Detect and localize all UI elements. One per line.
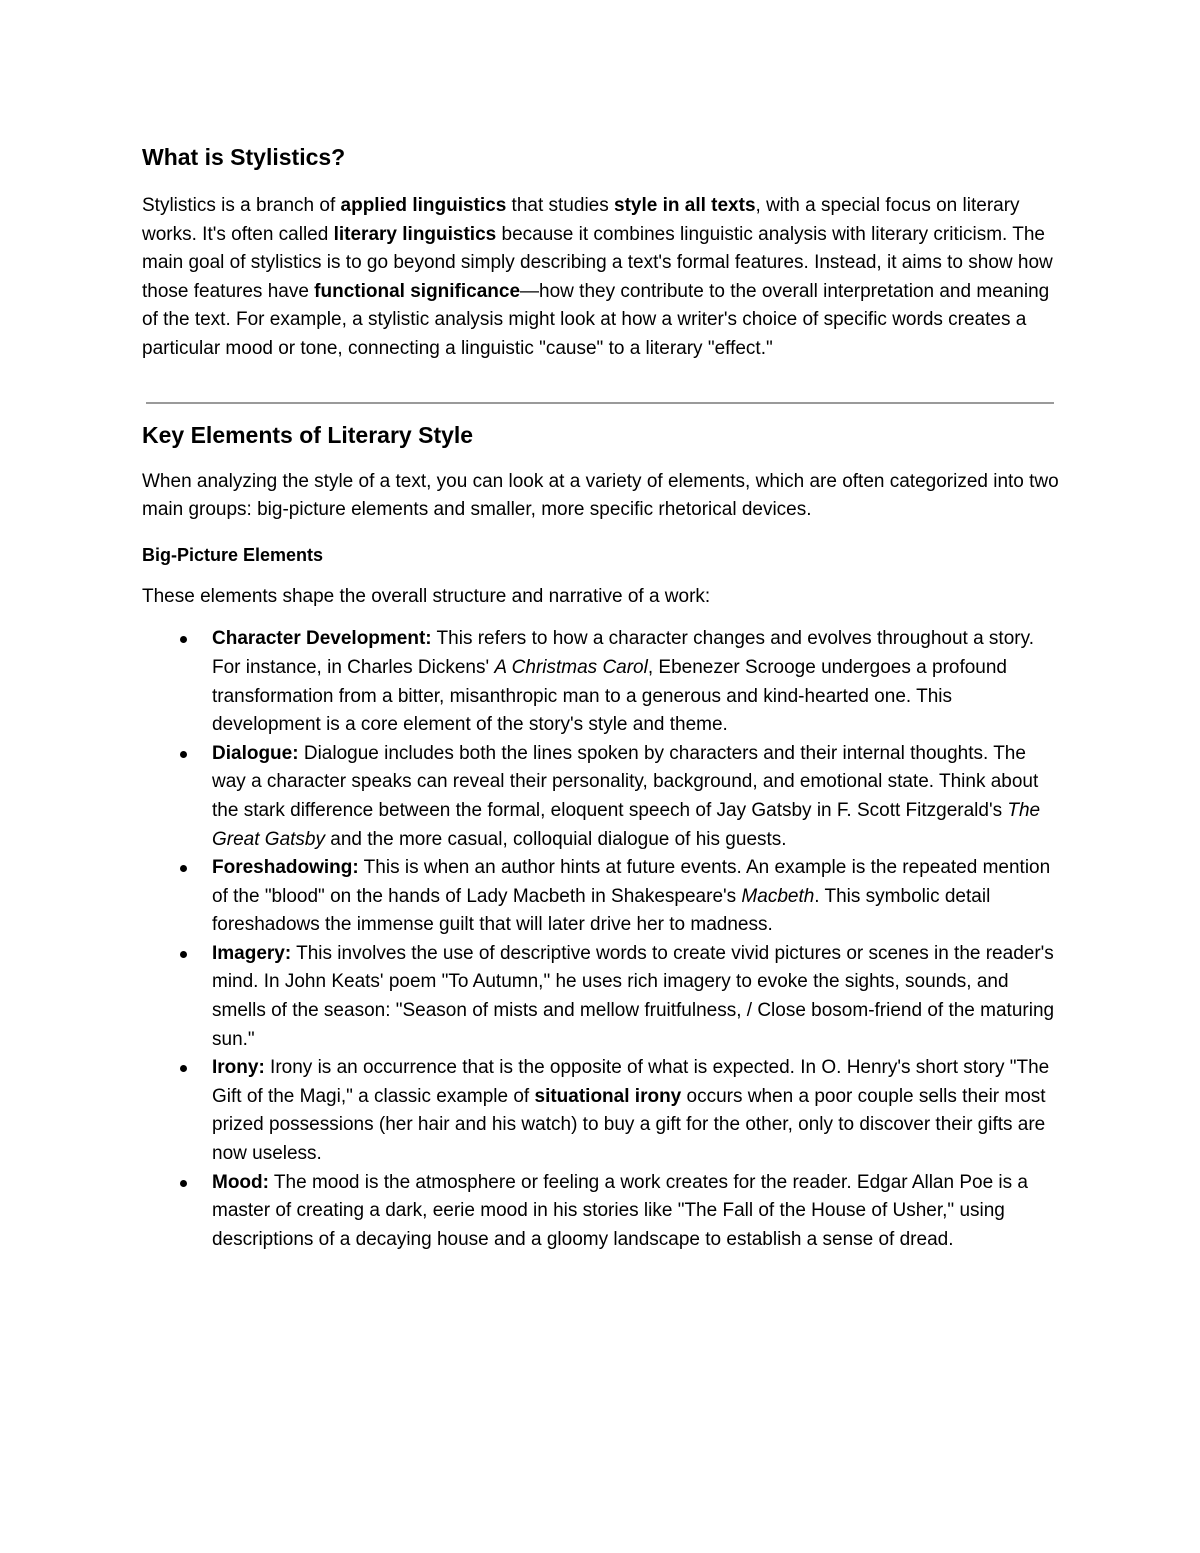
bold-term: applied linguistics [340, 195, 507, 216]
item-term: Dialogue: [212, 742, 299, 764]
bold-term: style in all texts [614, 195, 756, 216]
item-title-italic: Macbeth [741, 885, 815, 907]
bold-term: functional significance [314, 280, 521, 302]
bullet-icon [180, 865, 187, 872]
section-title-key-elements: Key Elements of Literary Style [142, 421, 474, 448]
bullet-icon [180, 1065, 187, 1072]
item-text: This is when an author hints at future events. An example is the repeated mention of the "blood" on the hands of Lady Macbeth in Shakespeare's [212, 857, 1051, 907]
stylistics-paragraph [142, 192, 1062, 364]
list-item-character-development [142, 625, 1062, 739]
paragraph-text: Stylistics is a branch of [142, 195, 341, 216]
list-item-imagery [142, 940, 1062, 1054]
item-title-italic: A Christmas Carol [494, 656, 648, 678]
paragraph-text: , with a special focus on literary works. It's often called [142, 195, 1020, 245]
section-title-stylistics: What is Stylistics? [142, 144, 346, 170]
item-text: This involves the use of descriptive words to create vivid pictures or scenes in the reader's mind. In John Keats' poem "To Autumn," he uses rich imagery to evoke the sights, sounds, and smells of the season: "Season of mists and mellow fruitfulness, / Close bosom-friend of the maturing sun." [212, 942, 1055, 1050]
item-title-italic: The Great Gatsby [212, 799, 1041, 850]
item-text: Irony is an occurrence that is the opposite of what is expected. In O. Henry's short story "The Gift of the Magi," a classic example of [212, 1057, 1050, 1107]
paragraph-text: that studies [506, 195, 615, 216]
item-text: occurs when a poor couple sells their most prized possessions (her hair and his watch) to buy a gift for the other, only to discover their gifts are now useless. [212, 1085, 1046, 1165]
item-text: and the more casual, colloquial dialogue of his guests. [325, 828, 787, 850]
list-item-irony [142, 1054, 1062, 1168]
bold-term: literary linguistics [333, 223, 497, 245]
item-term: Foreshadowing: [212, 857, 359, 879]
bullet-icon [180, 1180, 187, 1187]
bullet-icon [180, 951, 187, 958]
item-text: This refers to how a character changes and evolves throughout a story. For instance, in Charles Dickens' [212, 628, 1034, 678]
item-text: , Ebenezer Scrooge undergoes a profound transformation from a bitter, misanthropic man to a generous and kind-hearted one. This development is a core element of the story's style and theme. [212, 656, 1008, 736]
list-item-dialogue [142, 740, 1062, 854]
bullet-icon [180, 751, 187, 758]
item-term: Mood: [212, 1171, 269, 1193]
bold-term: situational irony [534, 1085, 682, 1107]
big-picture-lead: These elements shape the overall structure and narrative of a work: [142, 585, 711, 607]
list-item-mood [142, 1169, 1062, 1255]
item-text: Dialogue includes both the lines spoken by characters and their internal thoughts. The way a character speaks can reveal their personality, background, and emotional state. Think about the stark difference between the formal, eloquent speech of Jay Gatsby in F. Scott Fitzgerald's [212, 742, 1039, 821]
item-text: The mood is the atmosphere or feeling a work creates for the reader. Edgar Allan Poe is a master of creating a dark, eerie mood in his stories like "The Fall of the House of Usher," using descriptions of a decaying house and a gloomy landscape to establish a sense of dread. [212, 1171, 1029, 1250]
elements-list [142, 625, 1062, 1254]
list-item-foreshadowing [142, 854, 1062, 940]
item-term: Character Development: [212, 628, 432, 650]
bullet-icon [180, 636, 187, 643]
subheading-big-picture: Big-Picture Elements [142, 544, 324, 565]
horizontal-divider [146, 402, 1054, 404]
item-term: Imagery: [212, 942, 292, 964]
paragraph-text: because it combines linguistic analysis with literary criticism. The main goal of stylistics is to go beyond simply describing a text's formal features. Instead, it aims to show how those features have [142, 223, 1053, 302]
paragraph-text: —how they contribute to the overall interpretation and meaning of the text. For example, a stylistic analysis might look at how a writer's choice of specific words creates a particular mood or tone, connecting a linguistic "cause" to a literary "effect." [142, 280, 1050, 359]
key-elements-intro: When analyzing the style of a text, you can look at a variety of elements, which are often categorized into two main groups: big-picture elements and smaller, more specific rhetorical devices. [142, 470, 1059, 521]
item-term: Irony: [212, 1057, 265, 1079]
item-text: . This symbolic detail foreshadows the immense guilt that will later drive her to madness. [212, 885, 991, 936]
document-page [142, 140, 1062, 1254]
